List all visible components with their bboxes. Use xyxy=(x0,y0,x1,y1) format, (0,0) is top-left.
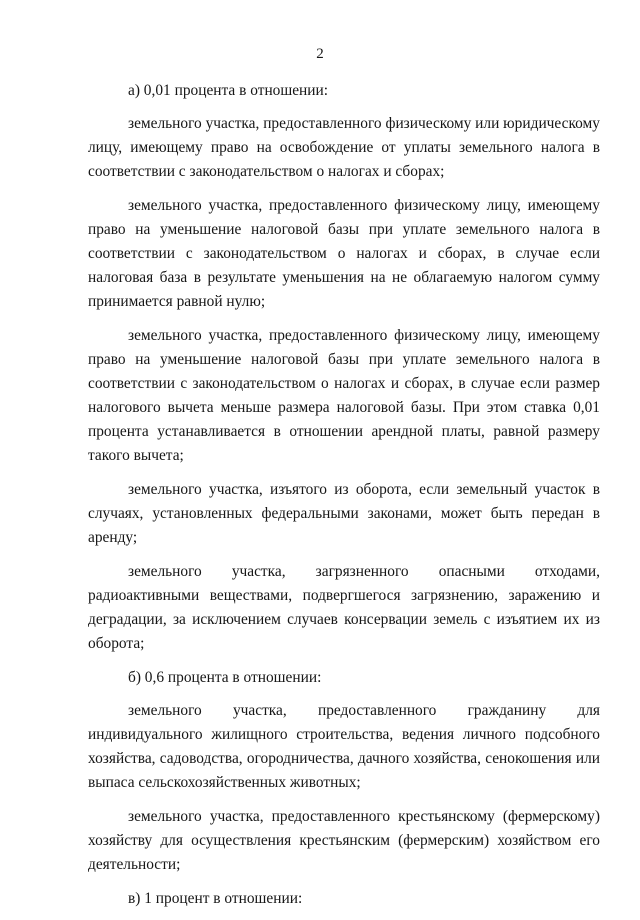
clause-a-heading: а) 0,01 процента в отношении: xyxy=(128,82,329,99)
clause-b-heading: б) 0,6 процента в отношении: xyxy=(128,669,322,686)
paragraph: земельного участка, предоставленного физическому или юридическому лицу, имеющему право на освобождение от уплаты земельного налога в соответствии с законодательством о налогах и сборах; xyxy=(88,115,600,180)
paragraph: земельного участка, загрязненного опасными отходами, радиоактивными веществами, подвергшегося загрязнению, заражению и деградации, за исключением случаев консервации земель с изъятием их из оборота; xyxy=(88,563,600,652)
paragraph: земельного участка, предоставленного физическому лицу, имеющему право на уменьшение налоговой базы при уплате земельного налога в соответствии с законодательством о налогах и сборах, в случае если налоговая база в результате уменьшения на не облагаемую налогом сумму принимается равной нулю; xyxy=(88,197,600,310)
paragraph: земельного участка, предоставленного крестьянскому (фермерскому) хозяйству для осуществления крестьянским (фермерским) хозяйством его деятельности; xyxy=(88,808,600,873)
paragraph: земельного участка, предоставленного гражданину для индивидуального жилищного строительства, ведения личного подсобного хозяйства, садоводства, огородничества, дачного хозяйства, сенокошения или выпаса сельскохозяйственных животных; xyxy=(88,702,600,791)
paragraph: земельного участка, предоставленного физическому лицу, имеющему право на уменьшение налоговой базы при уплате земельного налога в соответствии с законодательством о налогах и сборах, в случае если размер налогового вычета меньше размера налоговой базы. При этом ставка 0,01 процента устанавливается в отношении арендной платы, равной размеру такого вычета; xyxy=(88,327,600,464)
document-body xyxy=(88,79,600,920)
page-number: 2 xyxy=(316,46,324,62)
clause-c-heading: в) 1 процент в отношении: xyxy=(128,890,303,907)
paragraph: земельного участка, изъятого из оборота, если земельный участок в случаях, установленных федеральными законами, может быть передан в аренду; xyxy=(88,481,600,546)
